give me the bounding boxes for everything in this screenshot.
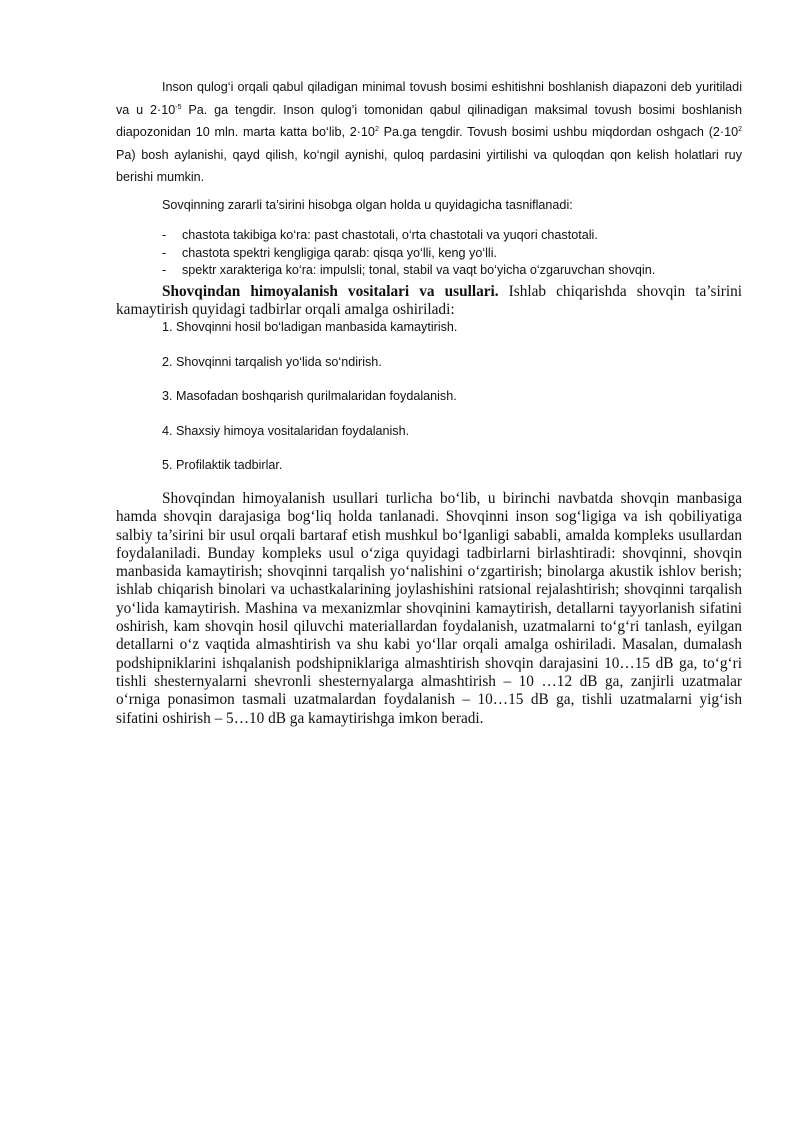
protection-paragraph [116,283,742,320]
bullet-dash: - [162,263,167,277]
exponent: -5 [175,103,182,111]
intro-text-b: Pa. ga tengdir. Inson qulog’i tomonidan qabul qilinadigan maksimal tovush bosimi boshlanish diapozonidan 10 mln. marta katta bo‘lib, 2·10 [116,102,742,139]
intro-paragraph [116,76,742,189]
exponent: 2 [374,126,379,133]
intro-text-a: Inson qulog‘i orqali qabul qiladigan minimal tovush bosimi eshitishni boshlanish diapazoni deb yuritiladi va u 2·10 [116,80,742,117]
list-item: 5. Profilaktik tadbirlar. [162,458,283,473]
measures-list [162,318,457,491]
protection-text: Ishlab chiqarishda shovqin ta’sirini kamaytirish quyidagi tadbirlar orqali amalga oshiriladi: [116,283,742,319]
classification-list [162,227,655,280]
exponent: 2 [738,126,742,133]
list-item: 3. Masofadan boshqarish qurilmalaridan foydalanish. [162,389,457,404]
classification-intro: Sovqinning zararli ta’sirini hisobga olgan holda u quyidagicha tasniflanadi: [162,198,573,212]
intro-text-c: Pa.ga tengdir. Tovush bosimi ushbu miqdordan oshgach (2·10 [378,125,739,139]
list-item: - chastota takibiga ko‘ra: past chastotali, o‘rta chastotali va yuqori chastotali. [162,227,655,245]
list-item: 1. Shovqinni hosil bo‘ladigan manbasida kamaytirish. [162,320,458,334]
list-item: - spektr xarakteriga ko‘ra: impulsli; tonal, stabil va vaqt bo‘yicha o‘zgaruvchan shovqin. [162,262,655,280]
intro-text-d: Pa) bosh aylanishi, qayd qilish, ko‘ngil aynishi, quloq pardasini yirtilishi va quloqdan qon kelish holatlari ruy berishi mumkin. [116,147,742,184]
bullet-dash: - [162,245,167,260]
section-heading: Shovqindan himoyalanish vositalari va usullari. [162,283,499,300]
bullet-dash: - [162,228,167,242]
methods-paragraph: Shovqindan himoyalanish usullari turlicha bo‘lib, u birinchi navbatda shovqin manbasiga hamda shovqin darajasiga bog‘liq holda tanlanadi. Shovqinni inson sog‘ligiga va ish qobiliyatiga salbiy ta’sirini bir usul orqali bartaraf etish mushkul bo‘lganligi sababli, amalda kompleks usullardan foydalaniladi. Bunday kompleks usul o‘ziga quyidagi tadbirlarni birlashtiradi: shovqinni, shovqin manbasida kamaytirish; shovqinni tarqalish yo‘nalishini o‘zgartirish; binolarga akustik ishlov berish; ishlab chiqarish binolari va uchastkalarining joylashishini ratsional rejalashtirish; shovqinni tarqalish yo‘lida kamaytirish. Mashina va mexanizmlar shovqinini kamaytirish, detallarni tayyorlanish sifatini oshirish, kam shovqin hosil qiluvchi materiallardan foydalanish, uzatmalarni to‘g‘ri tanlash, eyilgan detallarni o‘z vaqtida almashtirish va shu kabi yo‘llar orqali amalga oshiriladi. Masalan, dumalash podshipniklarini ishqalanish podshipniklariga almashtirish shovqin darajasini 10…15 dB ga, to‘g‘ri tishli shesternyalarni shevronli shesternyalarga almashtirish – 10 …12 dB ga, zanjirli uzatmalar o‘rniga ponasimon tasmali uzatmalardan foydalanish – 10…15 dB ga, tishli uzatmalarni yig‘ish sifatini oshirish – 5…10 dB ga kamaytirishga imkon beradi. [116,490,742,727]
list-item: - chastota spektri kengligiga qarab: qisqa yo‘lli, keng yo‘lli. [162,245,655,263]
list-item: 4. Shaxsiy himoya vositalaridan foydalanish. [162,423,410,438]
list-item: 2. Shovqinni tarqalish yo‘lida so‘ndirish. [162,354,382,369]
